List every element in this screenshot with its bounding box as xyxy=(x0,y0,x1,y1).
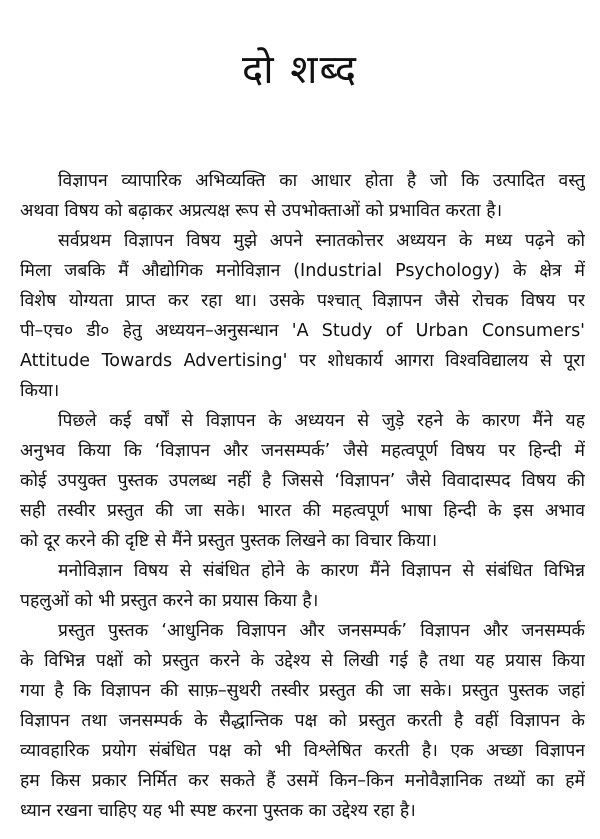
text-line: विज्ञापन व्यापारिक अभिव्यक्ति का आधार होता है जो कि उत्पादित वस्तु xyxy=(58,171,585,191)
text-line: मिला जबकि मैं औद्योगिक मनोविज्ञान (Industrial Psychology) के क्षेत्र में xyxy=(20,261,585,281)
preface-body xyxy=(20,166,585,826)
text-line: विशेष योग्यता प्राप्त कर रहा था। उसके पश्चात् विज्ञापन जैसे रोचक विषय पर xyxy=(20,291,585,311)
text-line: व्यावहारिक प्रयोग संबंधित पक्ष को भी विश्लेषित करती है। एक अच्छा विज्ञापन xyxy=(20,741,585,761)
text-line: के विभिन्न पक्षों को प्रस्तुत करने के उद्देश्य से लिखी गई है तथा यह प्रयास किया xyxy=(20,651,585,671)
text-line: अथवा विषय को बढ़ाकर अप्रत्यक्ष रूप से उपभोक्ताओं को प्रभावित करता है। xyxy=(20,201,503,221)
text-line: विज्ञापन तथा जनसम्पर्क के सैद्धान्तिक पक्ष को प्रस्तुत करती है वहीं विज्ञापन के xyxy=(20,711,585,731)
text-line: पहलुओं को भी प्रस्तुत करने का प्रयास किया है। xyxy=(20,591,319,611)
text-line: को दूर करने की दृष्टि से मैंने प्रस्तुत पुस्तक लिखने का विचार किया। xyxy=(20,531,438,551)
page-title: दो शब्द xyxy=(241,47,359,93)
text-line: किया। xyxy=(20,381,60,401)
text-line: सर्वप्रथम विज्ञापन विषय मुझे अपने स्नातकोत्तर अध्ययन के मध्य पढ़ने को xyxy=(58,231,585,251)
text-line: गया है कि विज्ञापन की साफ़–सुथरी तस्वीर प्रस्तुत की जा सके। प्रस्तुत पुस्तक जहां xyxy=(20,681,585,701)
text-line: हम किस प्रकार निर्मित कर सकते हैं उसमें किन–किन मनोवैज्ञानिक तथ्यों का हमें xyxy=(20,771,585,791)
text-line: मनोविज्ञान विषय से संबंधित होने के कारण मैंने विज्ञापन से संबंधित विभिन्न xyxy=(58,561,585,581)
text-line: अनुभव किया कि ‘विज्ञापन और जनसम्पर्क’ जैसे महत्वपूर्ण विषय पर हिन्दी में xyxy=(20,441,585,461)
text-line: Attitude Towards Advertising' पर शोधकार्य आगरा विश्वविद्यालय से पूरा xyxy=(20,351,585,371)
text-line: कोई उपयुक्त पुस्तक उपलब्ध नहीं है जिससे ‘विज्ञापन’ जैसे विवादास्पद विषय की xyxy=(20,471,585,491)
text-line: पी–एच० डी० हेतु अध्ययन–अनुसन्धान 'A Study of Urban Consumers' xyxy=(20,321,585,341)
text-line: पिछले कई वर्षों से विज्ञापन के अध्ययन से जुड़े रहने के कारण मैंने यह xyxy=(58,411,585,431)
text-line: प्रस्तुत पुस्तक ‘आधुनिक विज्ञापन और जनसम्पर्क’ विज्ञापन और जनसम्पर्क xyxy=(58,621,585,641)
text-line: ध्यान रखना चाहिए यह भी स्पष्ट करना पुस्तक का उद्देश्य रहा है। xyxy=(20,801,416,821)
text-line: सही तस्वीर प्रस्तुत की जा सके। भारत की महत्वपूर्ण भाषा हिन्दी के इस अभाव xyxy=(20,501,585,521)
